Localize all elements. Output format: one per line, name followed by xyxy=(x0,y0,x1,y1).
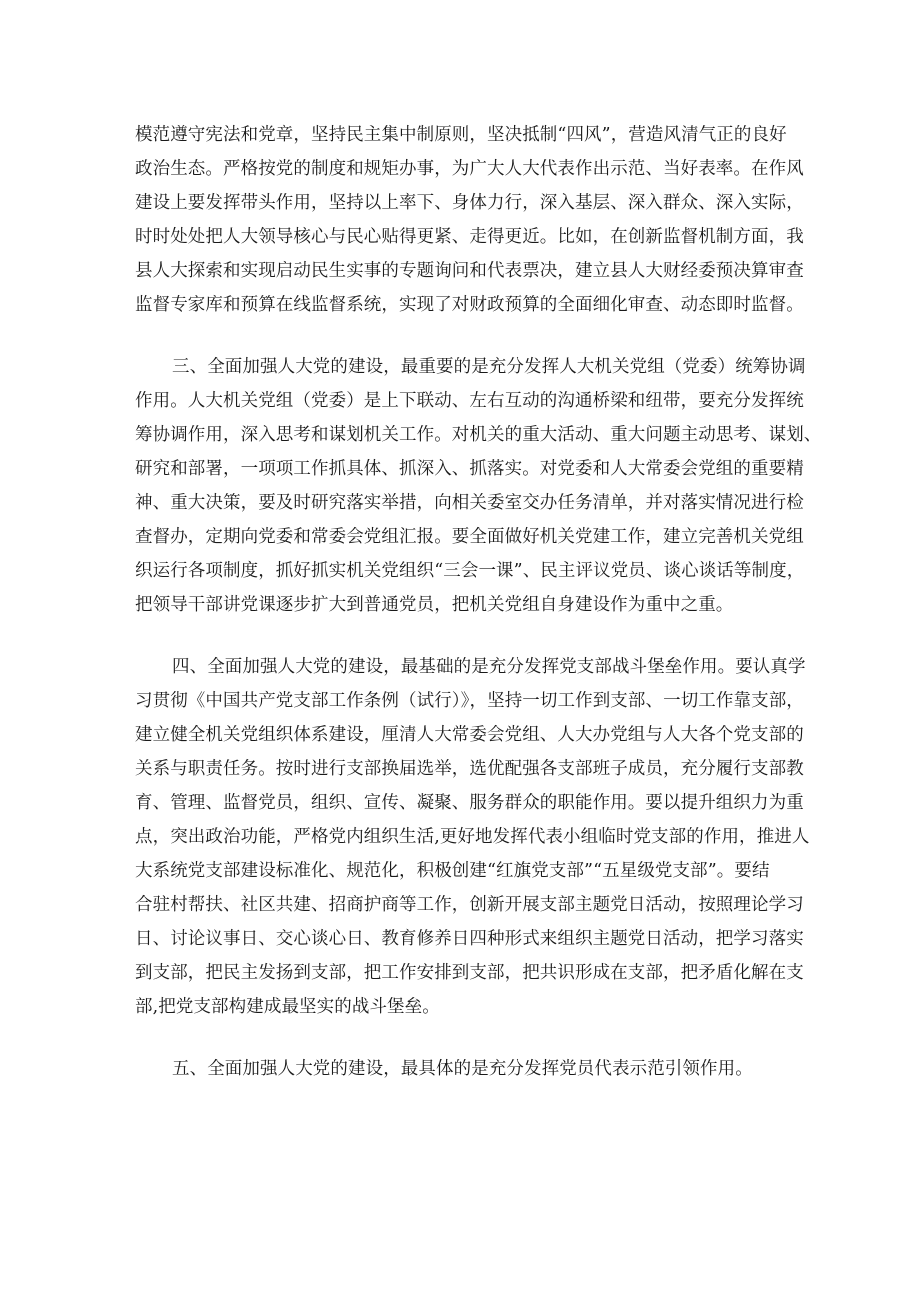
text-line: 到支部，把民主发扬到支部，把工作安排到支部，把共识形成在支部，把矛盾化解在支 xyxy=(135,963,804,983)
paragraph-gap xyxy=(135,322,795,350)
text-line: 查督办，定期向党委和常委会党组汇报。要全面做好机关党建工作，建立完善机关党组 xyxy=(135,527,804,547)
paragraph-section-three xyxy=(135,350,822,622)
document-body xyxy=(135,118,822,1086)
paragraph-continuation xyxy=(135,118,804,322)
text-line: 作用。人大机关党组（党委）是上下联动、左右互动的沟通桥梁和纽带，要充分发挥统 xyxy=(135,391,804,411)
text-line: 县人大探索和实现启动民生实事的专题询问和代表票决，建立县人大财经委预决算审查 xyxy=(135,261,804,281)
paragraph-gap xyxy=(135,622,795,650)
text-line: 模范遵守宪法和党章，坚持民主集中制原则，坚决抵制“四风”，营造风清气正的良好 xyxy=(135,125,787,145)
paragraph-section-five xyxy=(135,1052,795,1086)
text-line: 织运行各项制度，抓好抓实机关党组织“三会一课”、民主评议党员、谈心谈话等制度， xyxy=(135,561,805,581)
paragraph-section-four xyxy=(135,650,810,1024)
text-line: 监督专家库和预算在线监督系统，实现了对财政预算的全面细化审查、动态即时监督。 xyxy=(135,295,804,315)
text-line: 点，突出政治功能，严格党内组织生活,更好地发挥代表小组临时党支部的作用，推进人 xyxy=(135,827,810,847)
text-line: 建设上要发挥带头作用，坚持以上率下、身体力行，深入基层、深入群众、深入实际， xyxy=(135,193,804,213)
text-line: 习贯彻《中国共产党支部工作条例（试行）》，坚持一切工作到支部、一切工作靠支部， xyxy=(135,691,804,711)
text-line: 建立健全机关党组织体系建设，厘清人大常委会党组、人大办党组与人大各个党支部的 xyxy=(135,725,804,745)
text-line: 大系统党支部建设标准化、规范化，积极创建“红旗党支部”“五星级党支部”。要结 xyxy=(135,861,770,881)
text-line: 三、全面加强人大党的建设，最重要的是充分发挥人大机关党组（党委）统筹协调 xyxy=(172,357,806,377)
text-line: 时时处处把人大领导核心与民心贴得更紧、走得更近。比如，在创新监督机制方面，我 xyxy=(135,227,804,247)
text-line: 育、管理、监督党员，组织、宣传、凝聚、服务群众的职能作用。要以提升组织力为重 xyxy=(135,793,804,813)
paragraph-gap xyxy=(135,1024,795,1052)
text-line: 筹协调作用，深入思考和谋划机关工作。对机关的重大活动、重大问题主动思考、谋划、 xyxy=(135,425,822,445)
text-line: 合驻村帮扶、社区共建、招商护商等工作，创新开展支部主题党日活动，按照理论学习 xyxy=(135,895,804,915)
text-line: 四、全面加强人大党的建设，最基础的是充分发挥党支部战斗堡垒作用。要认真学 xyxy=(172,657,806,677)
text-line: 神、重大决策，要及时研究落实举措，向相关委室交办任务清单，并对落实情况进行检 xyxy=(135,493,804,513)
text-line: 研究和部署，一项项工作抓具体、抓深入、抓落实。对党委和人大常委会党组的重要精 xyxy=(135,459,804,479)
text-line: 五、全面加强人大党的建设，最具体的是充分发挥党员代表示范引领作用。 xyxy=(172,1059,753,1079)
text-line: 把领导干部讲党课逐步扩大到普通党员，把机关党组自身建设作为重中之重。 xyxy=(135,595,734,615)
text-line: 政治生态。严格按党的制度和规矩办事，为广大人大代表作出示范、当好表率。在作风 xyxy=(135,159,804,179)
text-line: 日、讨论议事日、交心谈心日、教育修养日四种形式来组织主题党日活动，把学习落实 xyxy=(135,929,804,949)
text-line: 部,把党支部构建成最坚实的战斗堡垒。 xyxy=(135,997,440,1017)
text-line: 关系与职责任务。按时进行支部换届选举，选优配强各支部班子成员，充分履行支部教 xyxy=(135,759,804,779)
